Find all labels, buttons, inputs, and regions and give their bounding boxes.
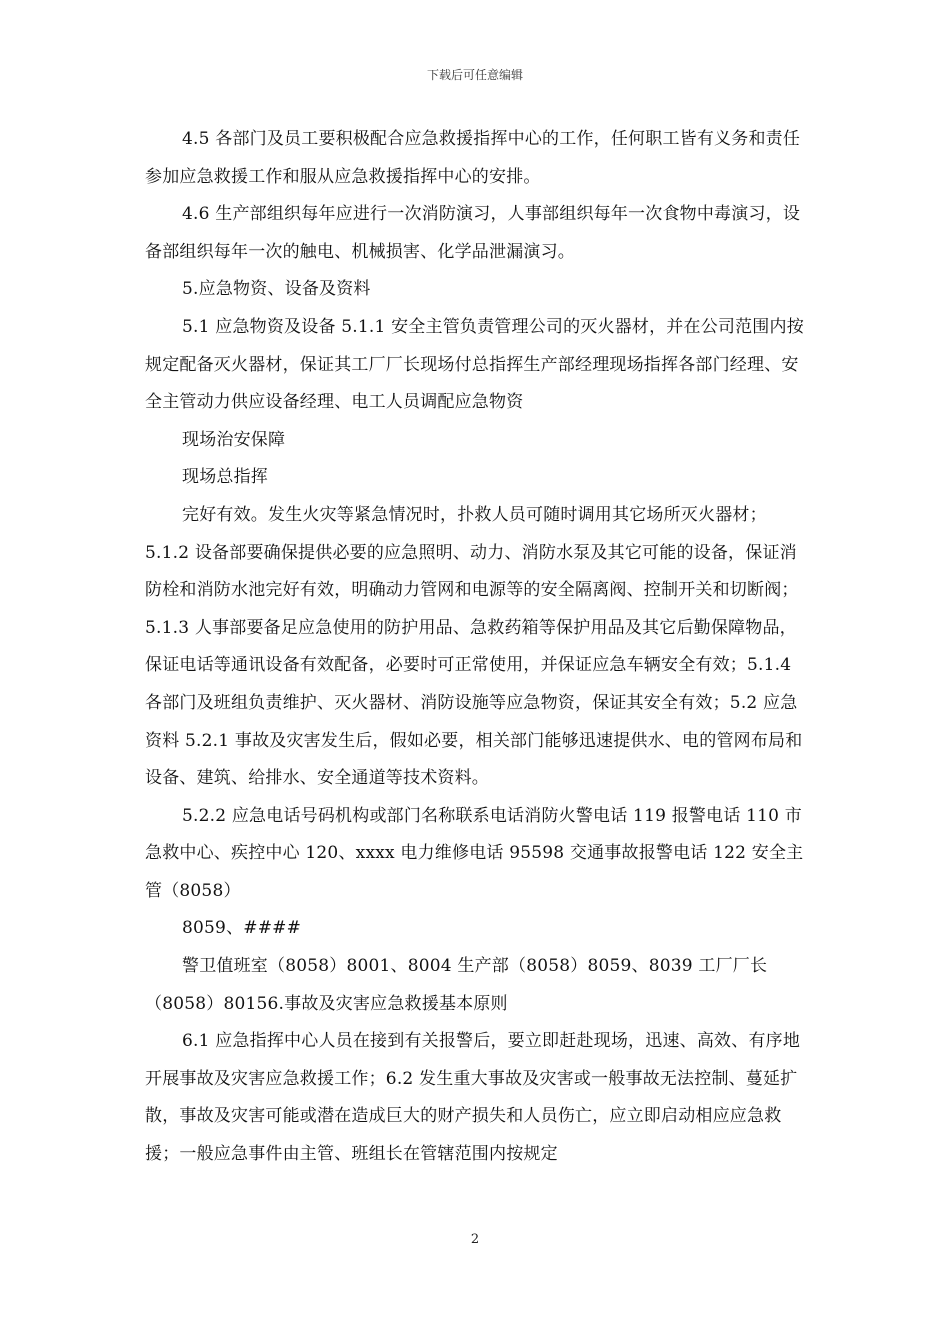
page-number: 2: [470, 1232, 480, 1247]
paragraph-6-1: 6.1 应急指挥中心人员在接到有关报警后，要立即赶赴现场，迅速、高效、有序地开展事故及灾害应急救援工作；6.2 发生重大事故及灾害或一般事故无法控制、蔓延扩散，事故及灾害可能或潜在造成巨大的财产损失和人员伤亡，应立即启动相应应急救援；一般应急事件由主管、班组长在管辖范围内按规定: [145, 1031, 801, 1165]
section-heading-5: 5.应急物资、设备及资料: [182, 279, 371, 300]
paragraph-guard-room: 警卫值班室（8058）8001、8004 生产部（8058）8059、8039 工厂厂长（8058）80156.事故及灾害应急救援基本原则: [145, 956, 768, 1014]
label-security: 现场治安保障: [182, 429, 286, 450]
paragraph-4-5: 4.5 各部门及员工要积极配合应急救援指挥中心的工作，任何职工皆有义务和责任参加应急救援工作和服从应急救援指挥中心的安排。: [145, 129, 801, 187]
label-commander: 现场总指挥: [182, 467, 268, 488]
paragraph-5-1: 5.1 应急物资及设备 5.1.1 安全主管负责管理公司的灭火器材，并在公司范围内按规定配备灭火器材，保证其工厂厂长现场付总指挥生产部经理现场指挥各部门经理、安全主管动力供应设备经理、电工人员调配应急物资: [145, 316, 804, 413]
page-header: 下载后可任意编辑: [426, 68, 523, 82]
paragraph-5-2-2: 5.2.2 应急电话号码机构或部门名称联系电话消防火警电话 119 报警电话 110 市急救中心、疾控中心 120、xxxx 电力维修电话 95598 交通事故报警电话 122 安全主管（8058）: [145, 805, 804, 901]
paragraph-4-6: 4.6 生产部组织每年应进行一次消防演习，人事部组织每年一次食物中毒演习，设备部组织每年一次的触电、机械损害、化学品泄漏演习。: [145, 204, 801, 262]
document-body: [145, 121, 810, 1174]
paragraph-phone-cont: 8059、####: [182, 918, 302, 939]
paragraph-equipment: 完好有效。发生火灾等紧急情况时，扑救人员可随时调用其它场所灭火器材；5.1.2 设备部要确保提供必要的应急照明、动力、消防水泵及其它可能的设备，保证消防栓和消防水池完好有效，明确动力管网和电源等的安全隔离阀、控制开关和切断阀；5.1.3 人事部要备足应急使用的防护用品、急救药箱等保护用品及其它后勤保障物品，保证电话等通讯设备有效配备，必要时可正常使用，并保证应急车辆安全有效；5.1.4 各部门及班组负责维护、灭火器材、消防设施等应急物资，保证其安全有效；5.2 应急资料 5.2.1 事故及灾害发生后，假如必要，相关部门能够迅速提供水、电的管网布局和设备、建筑、给排水、安全通道等技术资料。: [145, 504, 803, 789]
